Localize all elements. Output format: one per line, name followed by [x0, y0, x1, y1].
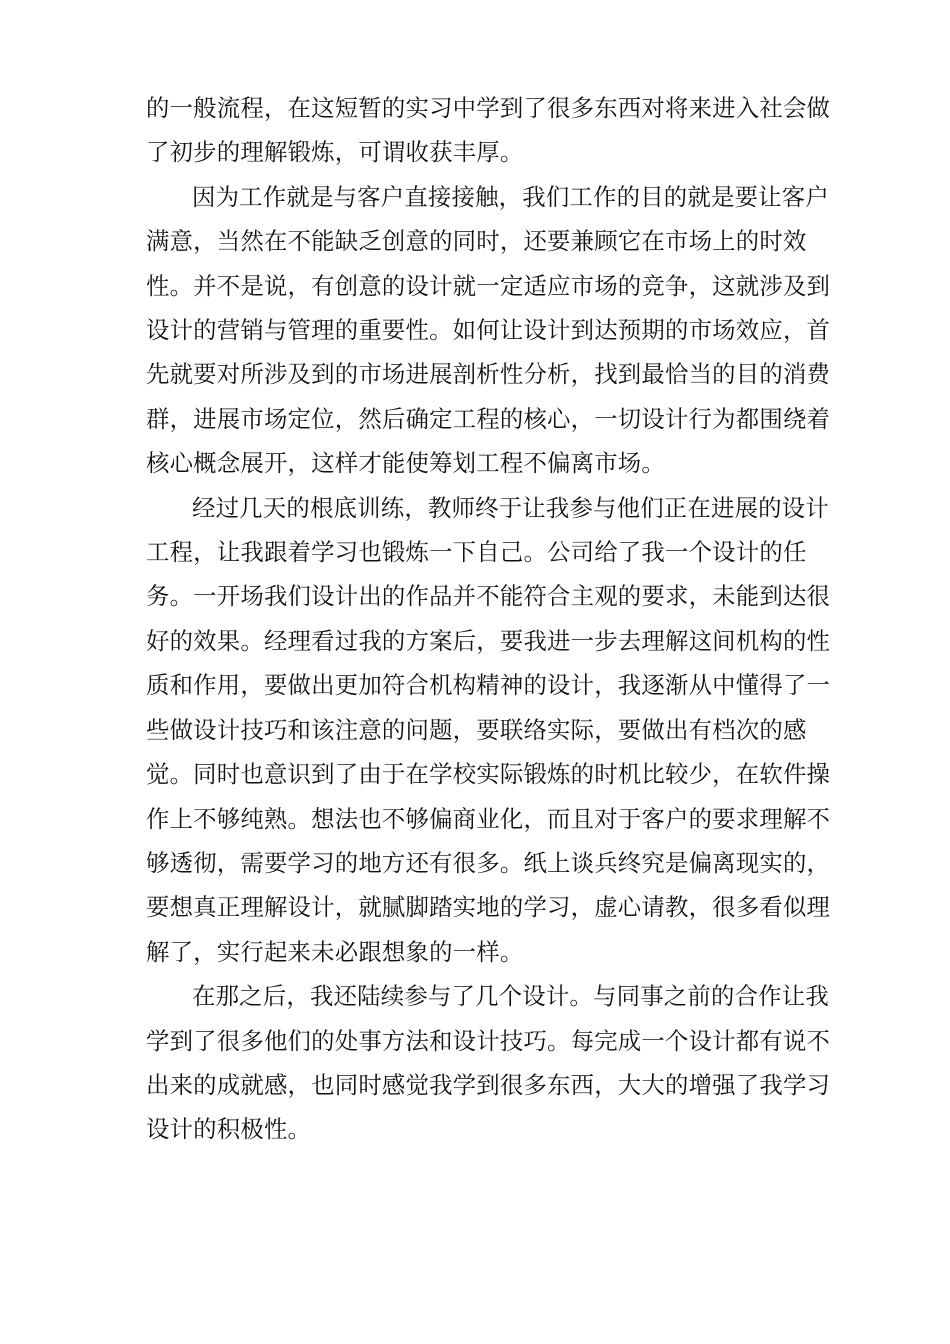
text-line: 务。一开场我们设计出的作品并不能符合主观的要求，未能到达很: [146, 582, 831, 611]
text-line: 够透彻，需要学习的地方还有很多。纸上谈兵终究是偏离现实的，: [146, 848, 831, 877]
text-line: 工程，让我跟着学习也锻炼一下自己。公司给了我一个设计的任: [146, 538, 807, 567]
paragraph-4: [146, 974, 831, 1152]
text-line: 质和作用，要做出更加符合机构精神的设计，我逐渐从中懂得了一: [146, 671, 831, 700]
text-line: 群，进展市场定位，然后确定工程的核心，一切设计行为都围绕着: [146, 404, 831, 433]
text-line: 些做设计技巧和该注意的问题，要联络实际，要做出有档次的感: [146, 715, 807, 744]
paragraph-1: [146, 86, 831, 175]
text-line: 的一般流程，在这短暂的实习中学到了很多东西对将来进入社会做: [146, 94, 831, 122]
text-line: 学到了很多他们的处事方法和设计技巧。每完成一个设计都有说不: [146, 1026, 831, 1055]
text-line: 出来的成就感，也同时感觉我学到很多东西，大大的增强了我学习: [146, 1070, 831, 1099]
paragraph-2: [146, 175, 831, 486]
document-body: [146, 86, 831, 1152]
text-line: 核心概念展开，这样才能使筹划工程不偏离市场。: [146, 449, 665, 478]
text-line: 了初步的理解锻炼，可谓收获丰厚。: [146, 138, 524, 167]
text-line: 作上不够纯熟。想法也不够偏商业化，而且对于客户的要求理解不: [146, 804, 831, 833]
text-line: 因为工作就是与客户直接接触，我们工作的目的就是要让客户: [192, 182, 829, 211]
text-line: 性。并不是说，有创意的设计就一定适应市场的竞争，这就涉及到: [146, 271, 831, 300]
text-line: 先就要对所涉及到的市场进展剖析性分析，找到最恰当的目的消费: [146, 360, 831, 389]
text-line: 解了，实行起来未必跟想象的一样。: [146, 937, 524, 966]
text-line: 好的效果。经理看过我的方案后，要我进一步去理解这间机构的性: [146, 626, 831, 655]
text-line: 设计的营销与管理的重要性。如何让设计到达预期的市场效应，首: [146, 316, 831, 345]
text-line: 设计的积极性。: [146, 1115, 312, 1144]
text-line: 要想真正理解设计，就腻脚踏实地的学习，虚心请教，很多看似理: [146, 893, 831, 922]
text-line: 满意，当然在不能缺乏创意的同时，还要兼顾它在市场上的时效: [146, 227, 807, 256]
paragraph-3: [146, 486, 831, 974]
text-line: 在那之后，我还陆续参与了几个设计。与同事之前的合作让我: [192, 982, 829, 1011]
text-line: 经过几天的根底训练，教师终于让我参与他们正在进展的设计: [192, 493, 829, 522]
text-line: 觉。同时也意识到了由于在学校实际锻炼的时机比较少，在软件操: [146, 760, 831, 789]
